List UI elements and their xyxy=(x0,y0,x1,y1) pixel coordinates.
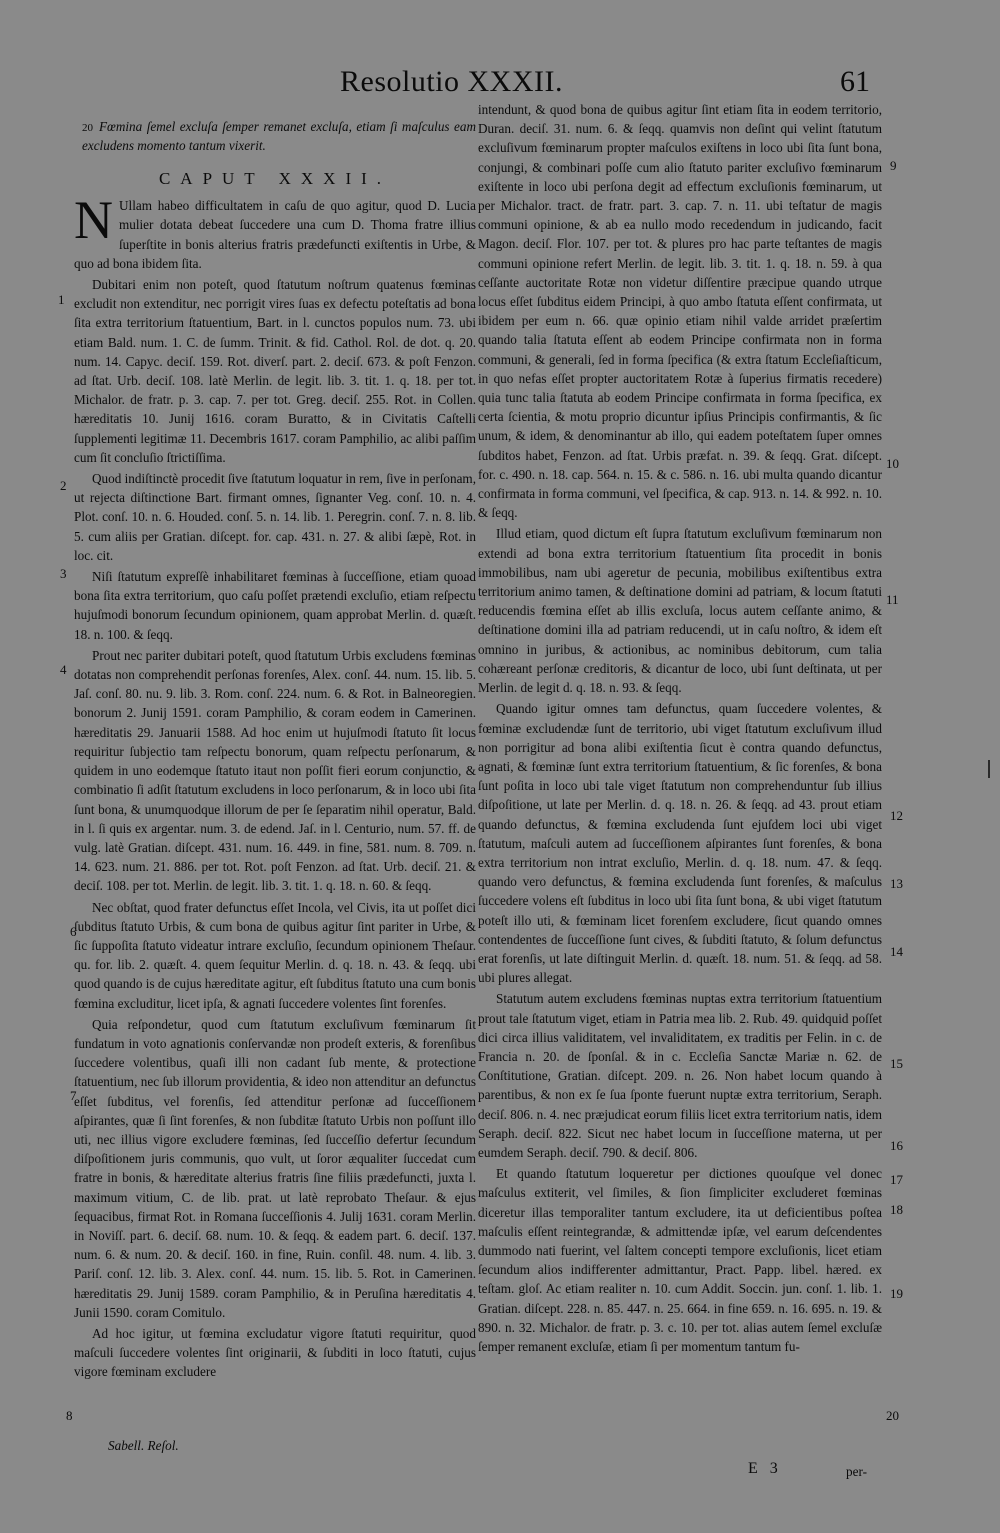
paragraph: Prout nec pariter dubitari poteſt, quod ſtatutum Urbis excludens fœminas dotatas non comprehendit perſonas forenſes, Alex. conſ. 44. num. 15. lib. 5. Jaſ. conſ. 80. nu. 9. lib. 3. Rom. conſ. 224. num. 6. & Rot. in Balneoregien. bonorum 2. Junij 1591. coram Pamphilio, & coram eodem in Camerinen. hæreditatis 29. Januarii 1588. Ad hoc enim ut hujuſmodi ſtatuto ſit locus requiritur ſubjectio tam reſpectu bonorum, quam reſpectu perſonarum, & quidem in uno eodemque ſtatuto itaut non poſſit fieri eorum conjunctio, & combinatio ſi adſit ſtatutum excludens in loco perſonarum, & in loco ubi ſita ſunt bona, & unumquodque illorum de per ſe ſeparatim nihil operatur, Bald. in l. ſi quis ex argentar. num. 3. de edend. Jaſ. in l. Centurio, num. 57. ff. de vulg. latè Gratian. diſcept. 431. num. 16. 449. in fine, 581. num. 8. 709. n. 14. 623. num. 21. 886. per tot. Rot. poſt Fenzon. ad ſtat. Urb. deciſ. 21. & deciſ. 108. per tot. Merlin. de legit. lib. 3. tit. 1. q. 18. n. 60. & ſeqq. xyxy=(74,647,476,894)
chapter-summary xyxy=(82,118,476,155)
margin-number: 1 xyxy=(58,292,65,307)
running-title: Resolutio XXXII. xyxy=(340,65,563,98)
margin-number: 14 xyxy=(890,944,903,959)
margin-number: 20 xyxy=(886,1408,899,1423)
paragraph: Quia reſpondetur, quod cum ſtatutum excluſivum fœminarum ſit fundatum in voto agnationis conſervandæ non prodeſt exteris, & forenſibus ſuccedere volentibus, quaſi illi non cadant ſub mente, & protectione ſtatuentium, nec ſub illorum providentia, & ideo non attenditur an defunctus eſſet ſubditus, vel forenſis, ſed attenditur perſonæ ad ſucceſſionem aſpirantes, quæ ſi ſint forenſes, & non ſubditæ ſtatuto Urbis non poſſunt illo uti, nec illius vigore excludere fœminas, ſed ſucceſſio defertur ſecundum diſpoſitionem juris communis, quo vult, ut ſoror æqualiter ſuccedat cum fratre in bonis, & hæreditate alterius fratris ſine filiis prædefuncti, juxta l. maximum vitium, C. de lib. prat. ut latè reprobato Theſaur. & ejus ſequacibus, firmat Rot. in Romana ſucceſſionis 4. Julij 1631. coram Merlin. in Noviſſ. part. 6. deciſ. 68. num. 10. & ſeqq. & eadem part. 6. deciſ. 137. num. 6. & num. 20. & deciſ. 160. in fine, Ruin. conſil. 48. num. 4. lib. 3. Pariſ. conſ. 12. lib. 3. Alex. conſ. 44. num. 15. lib. 5. Rot. in Camerinen. hæreditatis 29. Junij 1589. coram Pamphilio, & in Peruſina hæreditatis 4. Junii 1590. coram Comitulo. xyxy=(74,1016,476,1320)
summary-number: 20 xyxy=(82,122,93,134)
margin-number: 17 xyxy=(890,1172,903,1187)
edge-mark xyxy=(988,760,990,778)
paragraph: Quod indiſtinctè procedit ſive ſtatutum loquatur in rem, ſive in perſonam, ut rejecta diſtinctione Bart. firmant omnes, ſignanter Veg. conſ. 10. n. 4. Plot. conſ. 10. n. 6. Houded. conſ. 5. n. 14. lib. 1. Peregrin. conſ. 7. n. 8. lib. 5. cum aliis per Gratian. diſcept. for. cap. 431. n. 27. & alibi ſæpè, Rot. in loc. cit. xyxy=(74,471,476,563)
margin-number: 7 xyxy=(70,1088,77,1103)
margin-number: 4 xyxy=(60,662,67,677)
paragraph: Nec obſtat, quod frater defunctus eſſet Incola, vel Civis, ita ut poſſet dici ſubditus ſtatuto Urbis, & cum bona de quibus agitur ſint pariter in Urbe, & ſic ſuppoſita ſtatuto videatur intrare excluſio, ſecundum opinionem Theſaur. qu. for. lib. 2. quæſt. 4. quem ſequitur Merlin. d. q. 18. n. 43. & ſeqq. ubi quod quando is de cujus hæreditate agitur, eſt ſubditus ſtatuto una cum bonis fœmina excluditur, licet ipſa, & agnati ſuccedere volentes ſint forenſes. xyxy=(74,899,476,1011)
margin-number: 12 xyxy=(890,808,903,823)
margin-number: 10 xyxy=(886,456,899,471)
margin-number: 3 xyxy=(60,566,67,581)
margin-number: 9 xyxy=(890,158,897,173)
paragraph: Ad hoc igitur, ut fœmina excludatur vigore ſtatuti requiritur, quod maſculi ſuccedere volentes ſint originarii, & ſubditi in loco ſtatuti, cujus vigore fœminam excludere xyxy=(74,1325,476,1380)
paragraph: intendunt, & quod bona de quibus agitur ſint etiam ſita in eodem territorio, Duran. deciſ. 31. num. 6. & ſeqq. quamvis non deſint qui velint ſtatutum excluſivum fœminarum propter maſculos exiſtens in loco ubi ſita ſunt bona, conjungi, & combinari poſſe cum alio ſtatuto pariter excluſivo fœminarum exiſtente in loco ubi perſona degit ad effectum excluſionis fœminarum, ut per Michalor. tract. de fratr. part. 3. cap. 7. n. 11. ubi teſtatur de magis communi opinione, & ab ea nullo modo recedendum in judicando, facit Magon. deciſ. Flor. 107. per tot. & plures pro hac parte teſtantes de magis communi opinione refert Merlin. de legit. lib. 3. tit. 1. q. 18. n. 59. à qua ceſſante auctoritate Rotæ non videtur diſſentire præcipue quando utrque locus eſſet ſubditus eidem Principi, à quo ambo ſtatuta eſſent confirmata, ut ibidem per eum n. 66. quæ opinio etiam nihil valde arridet præſertim quando talia ſtatuta eſſent ab eodem Principe confirmata non in forma communi, & generali, ſed in forma ſpecifica (& extra ſtatum Eccleſiaſticum, in quo nefas eſſet propter auctoritatem Rotæ à ſuperius firmatis recedere) quia tunc talia ſtatuta ab eodem Principe confirmata in forma ſpecifica, ex certa ſcientia, & motu proprio dicuntur ipſius Principis confirmantis, & ſic unum, & idem, & denominantur ab illo, qui eadem poteſtatem ſuper omnes ſubditos habet, Fenzon. ad ſtat. Urbis præfat. n. 39. & ſeqq. Grat. diſcept. for. c. 490. n. 18. cap. 564. n. 15. & c. 586. n. 16. ubi multa quando dicantur confirmata in forma communi, vel ſpecifica, & cap. 913. n. 14. & 992. n. 10. & ſeqq. xyxy=(478,102,882,521)
drop-cap: N xyxy=(74,190,113,251)
left-column xyxy=(74,100,476,1384)
paragraph: Quando igitur omnes tam defunctus, quam ſuccedere volentes, & fœminæ excludendæ ſunt de territorio, ubi viget ſtatutum excluſivum illud non porrigitur ad bona alibi exiſtentia ſicut è contra quando defunctus, agnati, & fœminæ ſunt extra territorium ſtatuentium, & ſic forenſes, & bona ſunt poſita in loco ubi tale viget ſtatutum non comprehenduntur ſub illius diſpoſitione, ut late per Merlin. d. q. 18. n. 26. & ſeqq. ad 43. prout etiam quando defunctus, & fœmina excludenda ſunt ejuſdem loci ubi viget ſtatutum, maſculi autem ad ſucceſſionem aſpirantes ſunt forenſes, & bona extra territorium non intrat excluſio, Merlin. d. q. 18. num. 47. & ſeqq. quando vero defunctus, & fœmina excludenda ſunt forenſes, & maſculus ſuccedere volens eſt ſubditus in loco ubi ſita ſunt bona, & ubi viget ſtatutum poteſt illo uti, & fœminam licet forenſem excludere, ſicut quando omnes contendentes de ſucceſſione ſunt cives, & ſubditi ſtatuto, & ſolum defunctus erat forenſis, ut late diſtinguit Merlin. d. quæſt. 18. num. 51. & ſeqq. ad 58. ubi plures allegat. xyxy=(478,701,882,986)
summary-text: Fœmina ſemel excluſa ſemper remanet excluſa, etiam ſi maſculus eam excludens momento tantum vixerit. xyxy=(82,119,476,153)
margin-number: 8 xyxy=(66,1408,73,1423)
margin-number: 15 xyxy=(890,1056,903,1071)
signature-mark: E 3 xyxy=(748,1460,782,1477)
margin-number: 18 xyxy=(890,1202,903,1217)
margin-number: 19 xyxy=(890,1286,903,1301)
paragraph: Et quando ſtatutum loqueretur per dictiones quouſque vel donec maſculus extiterit, vel ſimiles, & ſion ſimpliciter excluderet fœminas diceretur illas temporaliter tantum excludere, ita ut deficientibus poſtea maſculis eſſent reintegrandæ, & admittendæ ipſæ, vel earum deſcendentes dummodo nati fuerint, vel ſaltem concepti tempore excluſionis, licet etiam ſecundum alios indifferenter admittantur, Pract. Papp. libel. hæred. ex teſtam. gloſ. Ac etiam realiter n. 10. cum Addit. Soccin. jun. conſ. 1. lib. 1. Gratian. diſcept. 228. n. 85. 447. n. 25. 664. in fine 659. n. 16. 695. n. 19. & 890. n. 32. Michalor. de fratr. p. 3. c. 10. per tot. alias autem ſemel excluſæ ſemper remanent excluſæ, etiam ſi per momentum tantum fu- xyxy=(478,1166,882,1354)
right-column xyxy=(478,100,882,1358)
margin-number: 6 xyxy=(70,924,77,939)
paragraph: Statutum autem excludens fœminas nuptas extra territorium ſtatuentium prout tale ſtatutum viget, etiam in Patria mea lib. 2. Rub. 49. quidquid poſſet dici circa illius validitatem, vel invaliditatem, ex traditis per Felin. in c. de Francia n. 20. de ſponſal. & in c. Eccleſia Sanctæ Mariæ n. 62. de Conſtitutione, Gratian. diſcept. 209. n. 26. Non habet locum quando à parentibus, & non ex ſe ſua ſponte fuerunt nuptæ extra territorium, Seraph. deciſ. 806. n. 4. nec præjudicat eorum filiis licet extra territorium natis, idem Seraph. deciſ. 822. Sicut nec habet locum in ſucceſſione materna, ut per eumdem Seraph. deciſ. 790. & deciſ. 806. xyxy=(478,991,882,1160)
margin-number: 13 xyxy=(890,876,903,891)
footer-signature: Sabell. Reſol. xyxy=(108,1438,179,1453)
paragraph: Niſi ſtatutum expreſſè inhabilitaret fœminas à ſucceſſione, etiam quoad bona ſita extra territorium, quo caſu poſſet prætendi excluſio, etiam reſpectu hujuſmodi bonorum ſecundum opinionem, quam approbat Merlin. d. quæſt. 18. n. 100. & ſeqq. xyxy=(74,569,476,642)
page-header xyxy=(0,62,1000,102)
page-number: 61 xyxy=(840,65,870,98)
margin-number: 16 xyxy=(890,1138,903,1153)
margin-number: 2 xyxy=(60,478,67,493)
chapter-title: CAPUT XXXII. xyxy=(158,169,392,188)
paragraph: Dubitari enim non poteſt, quod ſtatutum noſtrum quatenus fœminas excludit non extenditur, nec porrigit vires ſuas ex defectu poteſtatis ad bona ſita extra territorium ſtatuentium, Bart. in l. cunctos populos num. 73. ubi etiam Bald. num. 1. C. de ſumm. Trinit. & fid. Cathol. Rol. de dot. q. 20. num. 14. Capyc. deciſ. 159. Rot. diverſ. part. 2. deciſ. 673. & poſt Fenzon. ad ſtat. Urb. deciſ. 108. latè Merlin. de legit. lib. 3. tit. 1. q. 18. per tot. Michalor. de fratr. p. 3. cap. 7. per tot. Greg. deciſ. 255. Rot. in Collen. hæreditatis 10. Junij 1616. coram Buratto, & in Civitatis Caſtelli ſupplementi legitimæ 11. Decembris 1617. coram Pamphilio, ac alibi paſſim cum ſit concluſio ſtrictiſſima. xyxy=(74,277,476,465)
margin-number: 11 xyxy=(886,592,899,607)
paragraph xyxy=(74,190,476,273)
paragraph-text: Ullam habeo difficultatem in caſu de quo agitur, quod D. Lucia mulier dotata debeat ſuccedere una cum D. Thoma fratre illius ſuperſtite in bonis alterius fratris prædefuncti exiſtentis in Urbe, & quo ad bona ibidem ſita. xyxy=(74,198,476,271)
catchword: per- xyxy=(846,1464,867,1479)
paragraph: Illud etiam, quod dictum eſt ſupra ſtatutum excluſivum fœminarum non extendi ad bona extra territorium ſtatuentium ſita procedit in bonis immobilibus, nam ubi ageretur de pecunia, mobilibus exiſtentibus extra territorium animo tamen, & deſtinatione domini ad patriam, & locum ſtatuti reducendis fœmina eſſet ab illis excluſa, locus autem ceſſante animo, & deſtinatione domini illa ad patriam reducendi, ut in caſu noſtro, & idem eſt omnino in juribus, & actionibus, ac nominibus debitorum, cum talia cohæreant perſonæ creditoris, & dicantur de loco, ubi ſunt deſtinata, ut per Merlin. de legit d. q. 18. n. 93. & ſeqq. xyxy=(478,526,882,696)
